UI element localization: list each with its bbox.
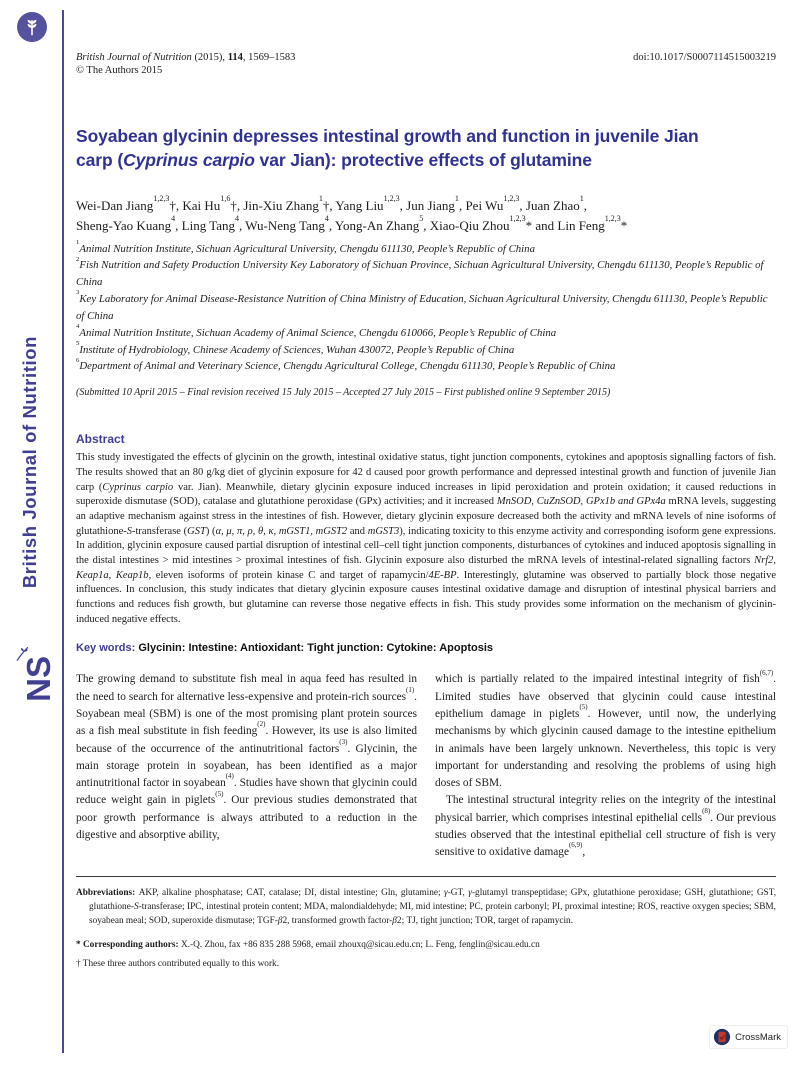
abstract-heading: Abstract — [76, 432, 125, 447]
publisher-wheat-logo-icon — [17, 12, 47, 42]
corresponding-authors-note: * Corresponding authors: X.-Q. Zhou, fax +86 835 288 5968, email zhouxq@sicau.edu.cn; L. Feng, fenglin@sicau.edu.cn — [76, 939, 540, 950]
affiliation-5: $^5$Institute of Hydrobiology, Chinese Academy of Sciences, Wuhan 430072, People’s Republic of China — [76, 339, 515, 356]
sidebar-journal-title: British Journal of Nutrition — [19, 336, 40, 589]
affiliation-4: $^4$Animal Nutrition Institute, Sichuan Academy of Animal Science, Chengdu 610066, People’s Republic of China — [76, 323, 557, 339]
body-column-right — [435, 668, 776, 861]
keywords-line — [76, 642, 776, 654]
masthead-row — [76, 52, 776, 63]
article-title: Soyabean glycinin depresses intestinal growth and function in juvenile Jian carp (Cyprinus carpio var Jian): protective effects of glutamine — [76, 126, 699, 171]
crossmark-icon — [713, 1028, 731, 1046]
crossmark-badge[interactable] — [709, 1025, 788, 1049]
body-paragraph-1: The growing demand to substitute fish meal in aqua feed has resulted in the need to search for alternative less-expensive and protein-rich sources$^{(1)}$. Soyabean meal (SBM) is one of the most promising plant protein sources as a fish meal substitute in fish feeding$^{(2)}$. However, its use is also limited because of the occurrence of the antinutritional factors$^{(3)}$. Glycinin, the main storage protein in soyabean, has been identified as a major antinutritional factor in soyabean$^{(4)}$. Studies have shown that glycinin could reduce weight gain in piglets$^{(5)}$. Our previous studies demonstrated that poor growth performance is always attributed to a reduction in the digestive and absorptive ability, — [76, 673, 418, 841]
body-paragraph-2: The intestinal structural integrity relies on the integrity of the intestinal physical barrier, which comprises intestinal epithelial cells$^{(8)}$. Our previous studies observed that the intestinal epithelial cell structure of fish is very sensitive to oxidative damage$^{(6,9)}$, — [435, 794, 776, 859]
equal-contribution-note: † These three authors contributed equally to this work. — [76, 959, 280, 970]
crossmark-label: CrossMark — [735, 1031, 781, 1043]
body-column-left — [76, 671, 417, 861]
abstract-text: This study investigated the effects of glycinin on the growth, intestinal oxidative status, tight junction components, cytokines and apoptosis signalling factors of fish. The results showed that an 80 g/kg diet of glycinin exposure for 42 d caused poor growth performance and depressed intestinal growth and function of juvenile Jian carp (Cyprinus carpio var. Jian). Meanwhile, dietary glycinin exposure induced increases in lipid peroxidation and protein oxidation; it caused reductions in superoxide dismutase (SOD), catalase and glutathione peroxidase (GPx) activities; and it increased MnSOD, CuZnSOD, GPx1b and GPx4a mRNA levels, suggesting an adaptive mechanism against stress in the intestines of fish. However, dietary glycinin exposure decreased both the activity and mRNA levels of nine isoforms of glutathione-S-transferase (GST) (α, μ, π, ρ, θ, κ, mGST1, mGST2 and mGST3), indicating toxicity to this enzyme activity and corresponding isoform gene expressions. In addition, glycinin exposure caused partial disruption of intestinal cell–cell tight junction components, disturbances of cytokines and induced apoptosis signalling in the distal intestines > mid intestines > proximal intestines of fish. Glycinin exposure also disturbed the mRNA levels of intestinal-related signalling factors Nrf2, Keap1a, Keap1b, eleven isoforms of protein kinase C and target of rapamycin/4E-BP. Interestingly, glutamine was observed to partially block those negative influences. In conclusion, this study indicates that dietary glycinin exposure causes intestinal oxidative damage and disruption of intestinal physical barriers and functions and reduces fish growth, but glutamine can reverse those negative effects in fish. This study provides some information on the mechanism of glycinin-induced negative effects. — [76, 452, 776, 625]
ns-monogram: NS — [20, 656, 57, 702]
body-paragraph-1-cont: which is partially related to the impaired intestinal integrity of fish$^{(6,7)}$. Limited studies have observed that glycinin could cause intestinal epithelium damage in piglets$^{(5)}$. However, until now, the underlying mechanisms by which glycinin caused damage to the intestine epithelium in animals have been largely unknown. Nevertheless, this topic is very important for understanding and resolving the problems of using high doses of SBM. — [435, 668, 776, 790]
author-list: Wei-Dan Jiang$^{1,2,3}$†, Kai Hu$^{1,6}$†, Jin-Xiu Zhang$^1$†, Yang Liu$^{1,2,3}$, Jun Jiang$^1$, Pei Wu$^{1,2,3}$, Juan Zhao$^1$, Sheng-Yao Kuang$^4$, Ling Tang$^4$, Wu-Neng Tang$^4$, Yong-An Zhang$^5$, Xiao-Qiu Zhou$^{1,2,3}$* and Lin Feng$^{1,2,3}$* — [76, 194, 628, 234]
affiliation-1: $^1$Animal Nutrition Institute, Sichuan Agricultural University, Chengdu 611130, People’s Republic of China — [76, 238, 535, 255]
affiliation-3: $^3$Key Laboratory for Animal Disease-Resistance Nutrition of China Ministry of Education, Sichuan Agricultural University, Chengdu 611130, People’s Republic of China — [76, 289, 768, 322]
body-columns — [76, 668, 776, 861]
affiliation-6: $^6$Department of Animal and Veterinary Science, Chengdu Agricultural College, Chengdu 611130, People’s Republic of China — [76, 356, 616, 373]
wheat-icon — [21, 16, 43, 38]
page-content — [76, 0, 776, 972]
journal-citation: British Journal of Nutrition (2015), 114, 1569–1583 — [76, 52, 296, 63]
copyright-line: © The Authors 2015 — [76, 65, 163, 76]
sidebar-divider — [62, 10, 64, 1053]
submission-history: (Submitted 10 April 2015 – Final revision received 15 July 2015 – Accepted 27 July 2015 – First published online 9 September 2015) — [76, 387, 611, 399]
affiliation-list — [76, 238, 776, 376]
abbreviations-note: Abbreviations: AKP, alkaline phosphatase; CAT, catalase; DI, distal intestine; Gln, glutamine; γ-GT, γ-glutamyl transpeptidase; GPx, glutathione peroxidase; GSH, glutathione; GST, glutathione-S-transferase; IPC, intestinal protein content; MDA, malondialdehyde; MI, mid intestine; PC, protein carbonyl; PI, proximal intestine; ROS, reactive oxygen species; SBM, soyabean meal; SOD, superoxide dismutase; TGF-β2, transformed growth factor-β2; TJ, tight junction; TOR, target of rapamycin. — [76, 887, 777, 927]
affiliation-2: $^2$Fish Nutrition and Safety Production University Key Laboratory of Sichuan Province, Sichuan Agricultural University, Chengdu 611130, People’s Republic of China — [76, 255, 764, 289]
keywords-label: Key words: — [76, 642, 136, 655]
keywords-terms: Glycinin: Intestine: Antioxidant: Tight junction: Cytokine: Apoptosis — [138, 642, 493, 655]
nutrition-society-logo — [10, 646, 58, 708]
doi-text: doi:10.1017/S0007114515003219 — [633, 52, 776, 63]
footnote-divider — [76, 876, 776, 877]
